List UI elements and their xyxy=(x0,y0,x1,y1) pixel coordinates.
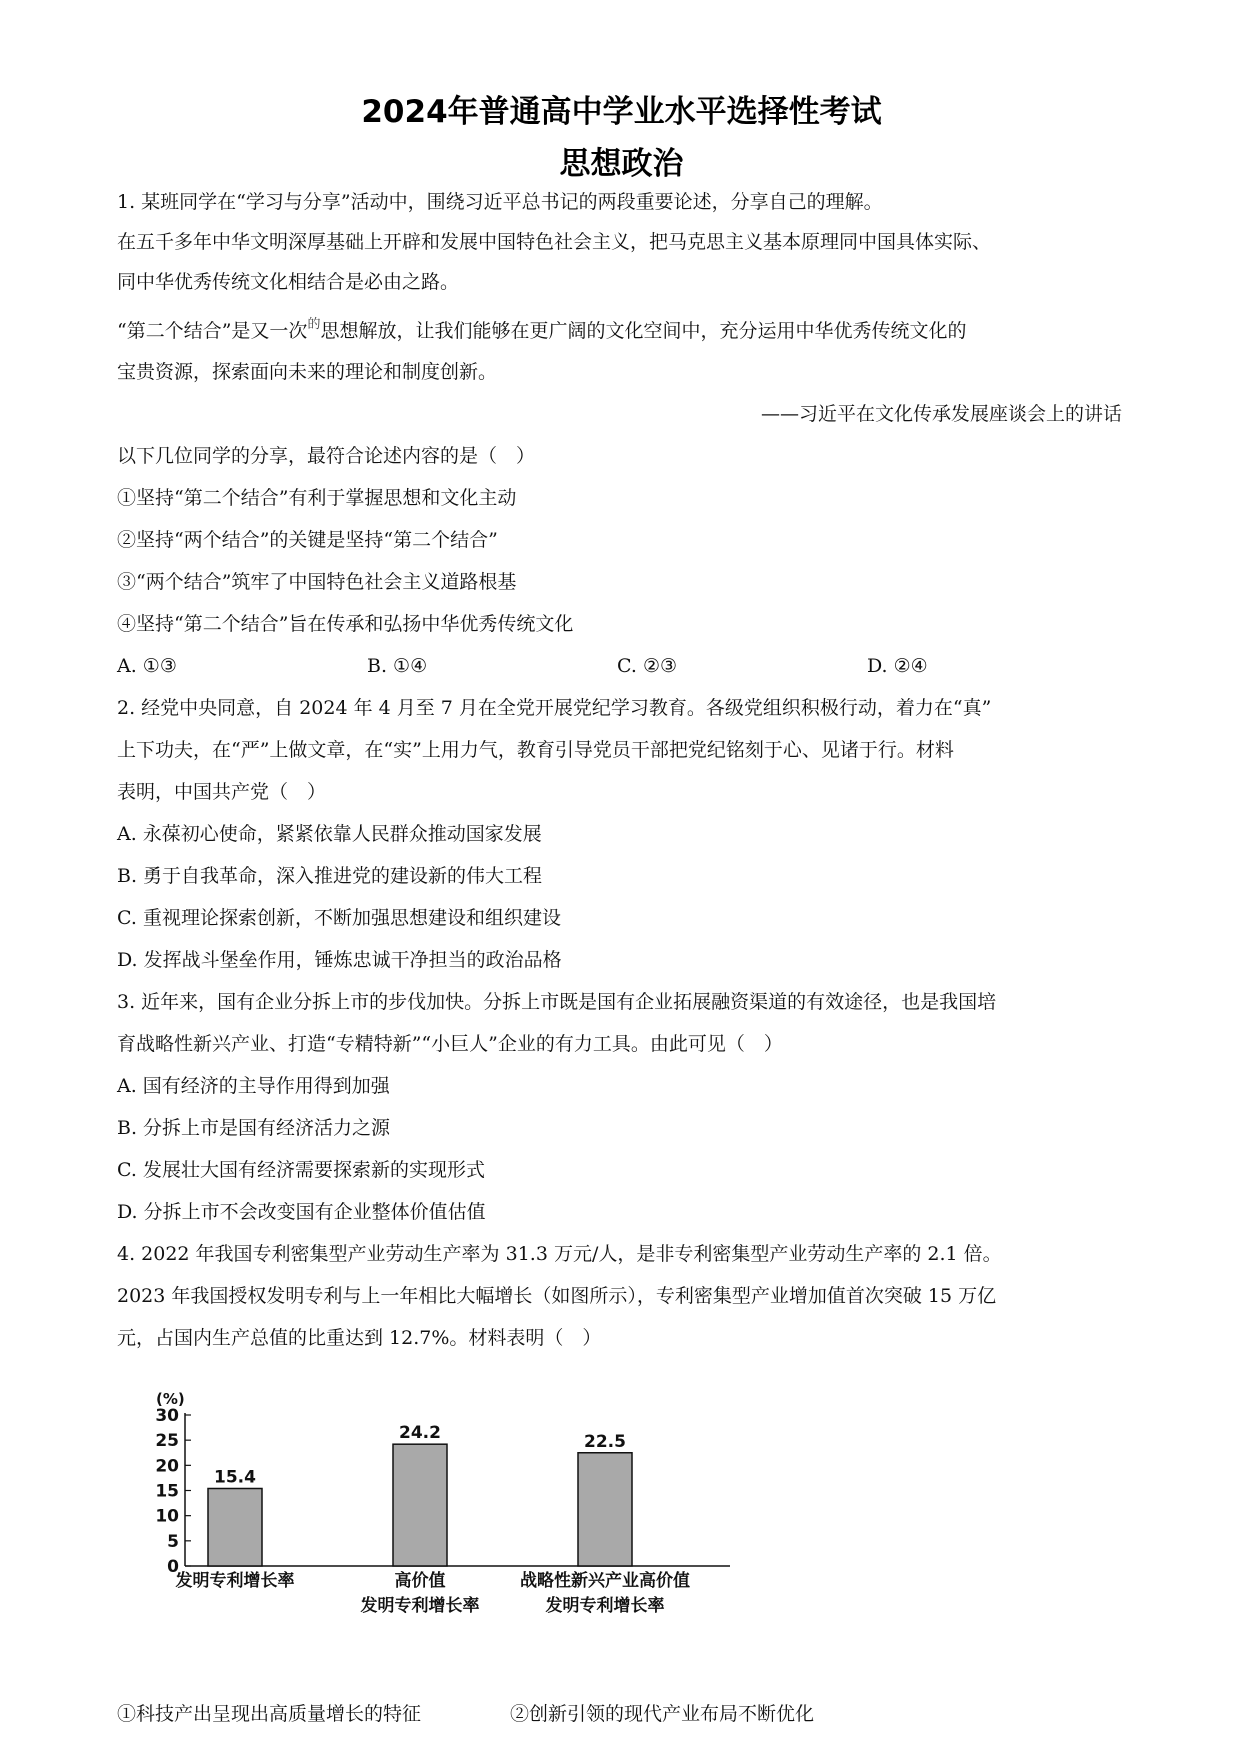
q1-question: 以下几位同学的分享，最符合论述内容的是（ ） xyxy=(117,445,536,467)
q2-option-d: D. 发挥战斗堡垒作用，锤炼忠诚干净担当的政治品格 xyxy=(117,949,562,971)
q3-option-c: C. 发展壮大国有经济需要探索新的实现形式 xyxy=(117,1159,485,1181)
q2-option-b: B. 勇于自我革命，深入推进党的建设新的伟大工程 xyxy=(117,865,543,887)
q1-option-d: D. ②④ xyxy=(867,655,928,677)
x-category-label: 战略性新兴产业高价值 xyxy=(520,1571,690,1591)
q1-quote2-line2: 宝贵资源，探索面向未来的理论和制度创新。 xyxy=(117,361,498,383)
bar xyxy=(393,1444,447,1566)
q1-quote2-a: “第二个结合”是又一次 xyxy=(117,320,308,342)
y-axis-label: (%) xyxy=(156,1390,185,1408)
q2-option-a: A. 永葆初心使命，紧紧依靠人民群众推动国家发展 xyxy=(117,823,542,845)
q1-source: ——习近平在文化传承发展座谈会上的讲话 xyxy=(760,403,1122,425)
q1-quote1-line1: 在五千多年中华文明深厚基础上开辟和发展中国特色社会主义，把马克思主义基本原理同中国具体实际、 xyxy=(117,231,992,253)
x-category-label: 发明专利增长率 xyxy=(175,1571,295,1591)
y-tick-label: 30 xyxy=(155,1406,179,1426)
q4-stem-line1: 4. 2022 年我国专利密集型产业劳动生产率为 31.3 万元/人，是非专利密集型产业劳动生产率的 2.1 倍。 xyxy=(117,1243,1002,1265)
q3-option-d: D. 分拆上市不会改变国有企业整体价值估值 xyxy=(117,1201,486,1223)
q1-item-1: ①坚持“第二个结合”有利于掌握思想和文化主动 xyxy=(117,487,517,509)
q1-quote1-line2: 同中华优秀传统文化相结合是必由之路。 xyxy=(117,271,460,293)
q4-stem-line3: 元，占国内生产总值的比重达到 12.7%。材料表明（ ） xyxy=(117,1327,602,1349)
y-tick-label: 5 xyxy=(167,1531,179,1552)
bar-value-label: 24.2 xyxy=(399,1423,441,1444)
q2-stem-line2: 上下功夫，在“严”上做文章，在“实”上用力气，教育引导党员干部把党纪铭刻于心、见诸于行。材料 xyxy=(117,739,954,761)
q2-stem-line1: 2. 经党中央同意，自 2024 年 4 月至 7 月在全党开展党纪学习教育。各级党组织积极行动，着力在“真” xyxy=(117,697,992,719)
q4-item-2: ②创新引领的现代产业布局不断优化 xyxy=(510,1703,815,1725)
y-tick-label: 20 xyxy=(155,1456,179,1477)
y-tick-label: 10 xyxy=(155,1506,179,1527)
q2-option-c: C. 重视理论探索创新，不断加强思想建设和组织建设 xyxy=(117,907,561,929)
q3-stem-line2: 育战略性新兴产业、打造“专精特新”“小巨人”企业的有力工具。由此可见（ ） xyxy=(117,1033,783,1055)
q1-option-b: B. ①④ xyxy=(367,655,428,677)
x-category-label: 发明专利增长率 xyxy=(545,1596,665,1616)
bar-value-label: 15.4 xyxy=(214,1467,256,1488)
y-tick-label: 15 xyxy=(155,1481,179,1502)
q1-quote2-line1 xyxy=(117,317,966,345)
bar xyxy=(578,1453,632,1566)
q3-stem-line1: 3. 近年来，国有企业分拆上市的步伐加快。分拆上市既是国有企业拓展融资渠道的有效途径，也是我国培 xyxy=(117,991,997,1013)
q2-stem-line3: 表明，中国共产党（ ） xyxy=(117,781,327,803)
y-tick-label: 0 xyxy=(167,1557,179,1577)
q1-option-c: C. ②③ xyxy=(617,655,678,677)
q4-item-1: ①科技产出呈现出高质量增长的特征 xyxy=(117,1703,422,1725)
q3-option-a: A. 国有经济的主导作用得到加强 xyxy=(117,1075,390,1097)
q1-stem: 1. 某班同学在“学习与分享”活动中，围绕习近平总书记的两段重要论述，分享自己的理解。 xyxy=(117,191,883,213)
exam-title: 2024年普通高中学业水平选择性考试 xyxy=(361,94,882,130)
q3-option-b: B. 分拆上市是国有经济活力之源 xyxy=(117,1117,391,1139)
bar xyxy=(208,1488,262,1566)
q1-item-4: ④坚持“第二个结合”旨在传承和弘扬中华优秀传统文化 xyxy=(117,613,574,635)
q1-item-3: ③“两个结合”筑牢了中国特色社会主义道路根基 xyxy=(117,571,517,593)
y-tick-label: 25 xyxy=(155,1431,179,1452)
q1-quote2-b: 思想解放，让我们能够在更广阔的文化空间中，充分运用中华优秀传统文化的 xyxy=(320,320,967,342)
x-category-label: 高价值 xyxy=(394,1571,446,1591)
patent-growth-bar-chart xyxy=(150,1390,790,1650)
exam-subject: 思想政治 xyxy=(559,146,684,182)
x-category-label: 发明专利增长率 xyxy=(360,1596,480,1616)
q4-stem-line2: 2023 年我国授权发明专利与上一年相比大幅增长（如图所示），专利密集型产业增加值首次突破 15 万亿 xyxy=(117,1285,997,1307)
q1-option-a: A. ①③ xyxy=(117,655,177,677)
q1-item-2: ②坚持“两个结合”的关键是坚持“第二个结合” xyxy=(117,529,498,551)
bar-value-label: 22.5 xyxy=(584,1431,626,1452)
q1-quote2-sup: 的 xyxy=(307,317,321,332)
